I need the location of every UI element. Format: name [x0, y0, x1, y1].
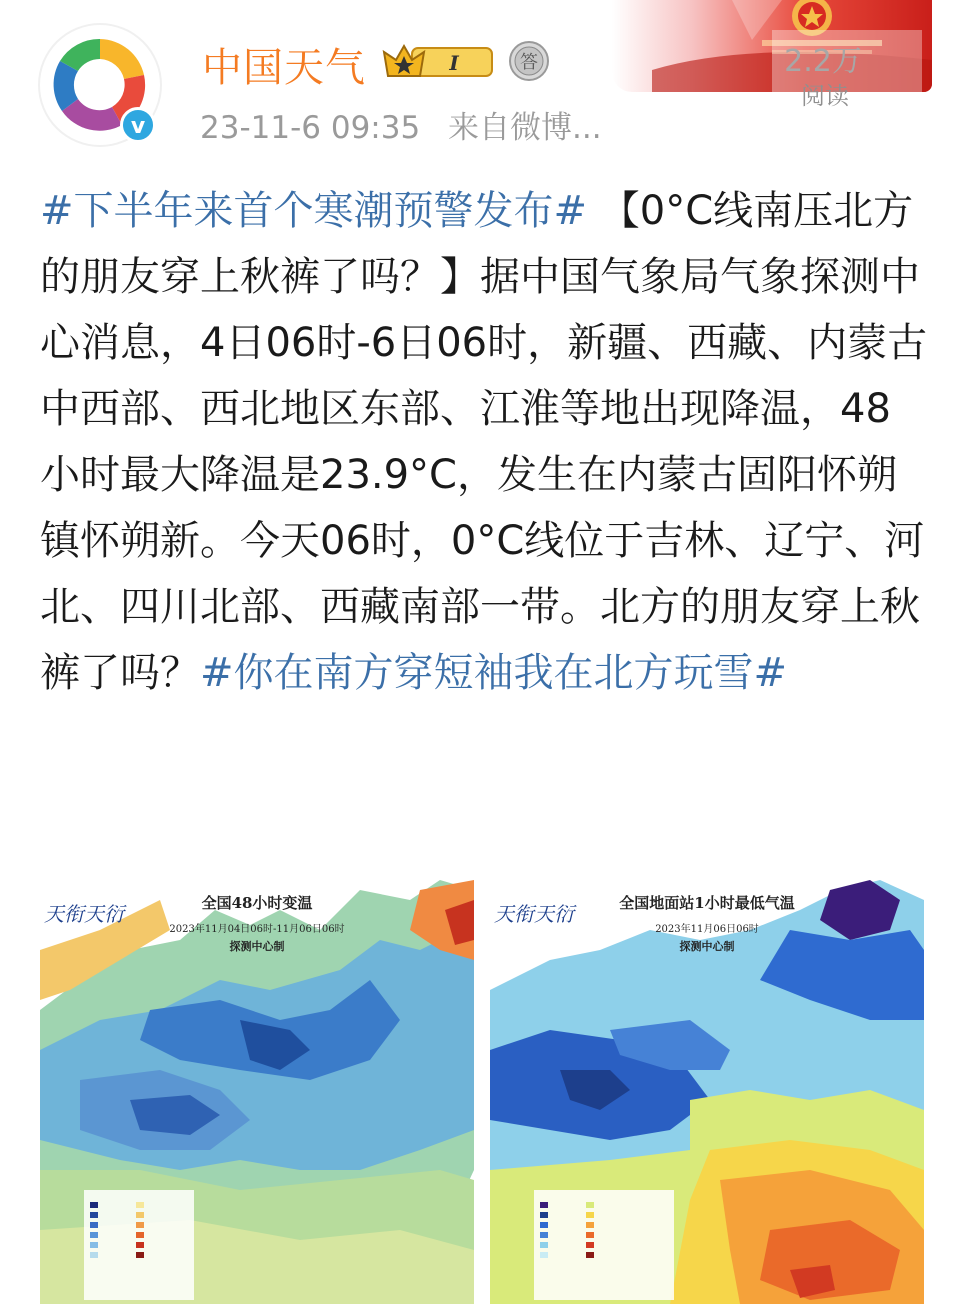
map-1-logo: 天衔天衍	[44, 902, 124, 926]
post-source[interactable]: 来自微博...	[448, 110, 602, 146]
post-body: 【0°C线南压北方的朋友穿上秋裤了吗？】据中国气象局气象探测中心消息，4日06时-6日06时，新疆、西藏、内蒙古中西部、西北地区东部、江淮等地出现降温，48小时最大降温是23.9°C，发生在内蒙古固阳怀朔镇怀朔新。今天06时，0°C线位于吉林、辽宁、河北、四川北部、西藏南部一带。北方的朋友穿上秋裤了吗？	[40, 188, 928, 696]
crown-level-icon[interactable]	[382, 42, 494, 80]
map-2-credit: 探测中心制	[679, 940, 735, 953]
map-1-credit: 探测中心制	[229, 940, 285, 953]
post-text	[40, 178, 930, 706]
map-2-subtitle: 2023年11月06日06时	[655, 924, 759, 935]
map-1-title: 全国48小时变温	[201, 894, 313, 912]
header-banner	[612, 0, 932, 92]
map-2-title: 全国地面站1小时最低气温	[619, 894, 795, 912]
map-2-graphic	[490, 870, 924, 1304]
minimum-temperature-map-image[interactable]	[490, 870, 924, 1304]
account-name[interactable]: 中国天气	[202, 45, 366, 91]
post-meta	[200, 102, 602, 147]
verified-icon: v	[120, 107, 156, 143]
map-1-subtitle: 2023年11月04日06时-11月06日06时	[169, 924, 345, 935]
topic-link-cold-wave[interactable]: #下半年来首个寒潮预警发布#	[40, 188, 588, 234]
views-count: 2.2万	[784, 44, 862, 79]
topic-link-south-north[interactable]: #你在南方穿短袖我在北方玩雪#	[200, 650, 788, 696]
map-2-logo: 天衔天衍	[494, 902, 574, 926]
level-badge-text: I	[449, 51, 459, 75]
post-timestamp: 23-11-6 09:35	[200, 110, 421, 146]
medal-icon[interactable]	[508, 40, 550, 82]
medal-glyph: 答	[520, 52, 538, 73]
post-header	[0, 0, 960, 150]
views-label: 阅读	[801, 82, 849, 110]
temperature-change-map-image[interactable]	[40, 870, 474, 1304]
map-1-graphic	[40, 870, 474, 1304]
